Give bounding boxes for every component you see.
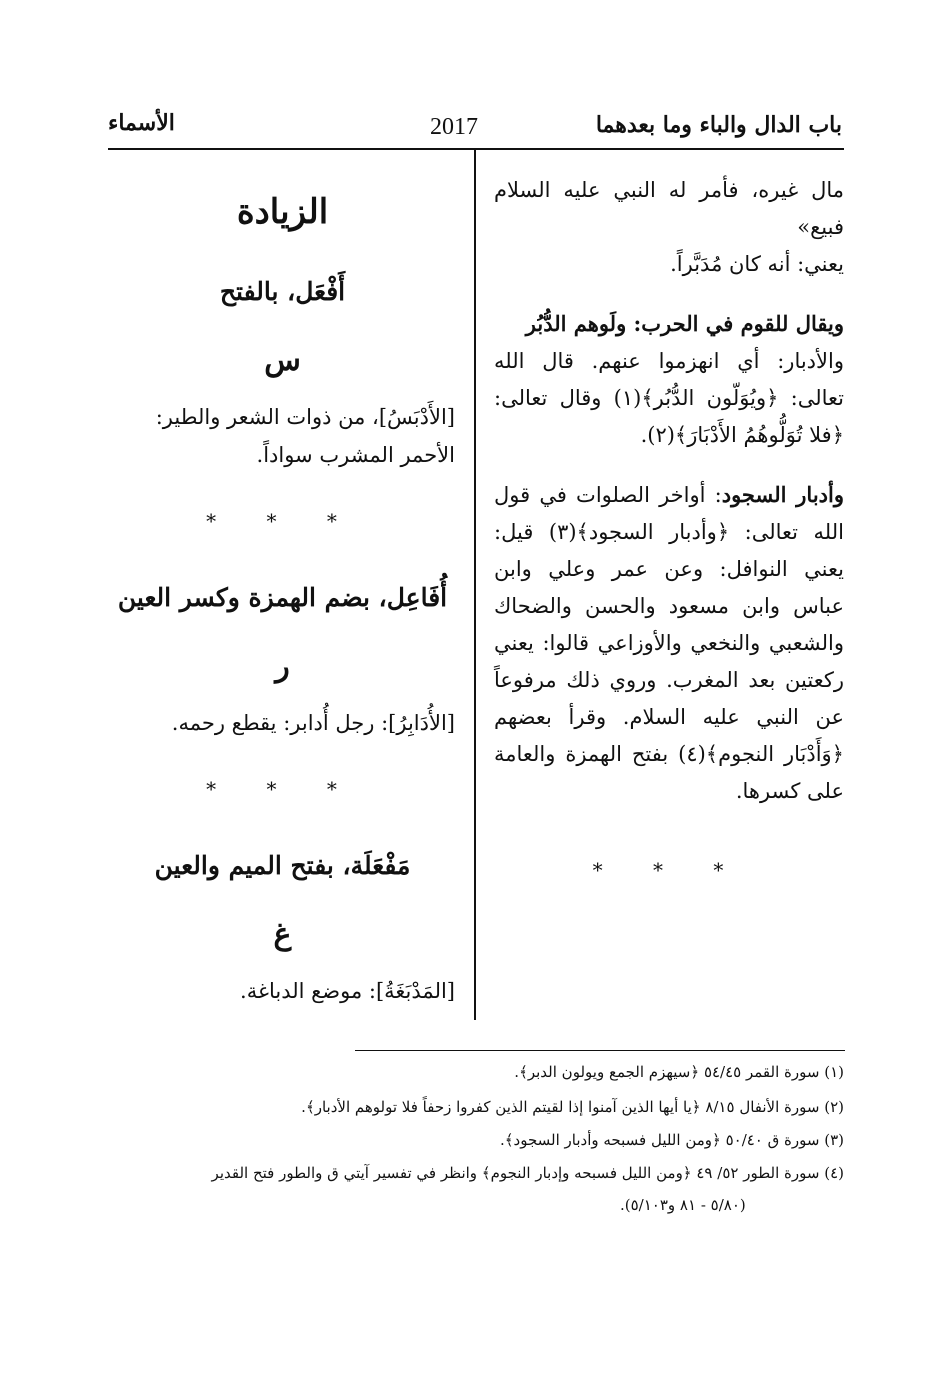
chapter-heading: باب الدال والباء وما بعدهما [595,112,842,138]
root-letter-1: س [264,343,301,378]
section-separator: * * * [592,858,746,882]
paragraph-3 [494,476,844,810]
page-number: 2017 [430,114,478,140]
paragraph-3-text: : أواخر الصلوات في قول الله تعالى: ﴿وأدبار السجود﴾(٣) قيل: يعني النوافل: وعن عمر وعلي وابن عباس وابن مسعود والحسن والضحاك والشعبي والنخعي والأوزاعي قالوا: يعني ركعتين بعد المغرب. وروي ذلك مرفوعاً عن النبي عليه السلام. وقرأ بعضهم ﴿وَأَدْبَار النجوم﴾(٤) بفتح الهمزة والعامة على كسرها. [494,483,844,803]
column-divider [474,150,476,1020]
footnote-1: (١) سورة القمر ٥٤/٤٥ ﴿سيهزم الجمع ويولون الدبر﴾. [514,1063,844,1081]
paragraph-2-text: والأدبار: أي انهزموا عنهم. قال الله تعالى: ﴿ويُوَلّون الدُّبُر﴾(١) وقال تعالى: ﴿فلا تُوَلُّوهُمُ الأَدْبَارَ﴾(٢). [494,349,844,447]
paragraph-2 [494,305,844,454]
paragraph-1-line-1: مال غيره، فأمر له النبي عليه السلام فبيع» [494,178,844,239]
right-column [494,172,844,889]
pattern-heading-1: أَفْعَل، بالفتح [219,277,346,306]
footnote-rule [355,1050,845,1051]
section-heading: الأسماء [108,110,175,136]
pattern-heading-2: أُفَاعِل، بضم الهمزة وكسر العين [117,583,448,612]
paragraph-2-lead: ويقال للقوم في الحرب: ولَوهم الدُّبُر [525,311,844,336]
root-letter-2: ر [275,649,290,684]
entry-1: [الأَدْبَسُ]، من ذوات الشعر والطير: الأحمر المشرب سواداً. [155,405,455,467]
header-rule [108,148,844,150]
entry-3: [المَدْبَغَةُ]: موضع الدباغة. [240,979,455,1003]
section-title: الزيادة [236,192,329,232]
pattern-heading-3: مَفْعَلَة، بفتح الميم والعين [154,851,411,880]
root-letter-3: غ [273,917,292,952]
separator-2: * * * [206,777,359,801]
entry-2: [الأُدَابِرُ]: رجل أُدابر: يقطع رحمه. [171,711,455,735]
footnote-4: (٤) سورة الطور ٥٢/ ٤٩ ﴿ومن الليل فسبحه وإدبار النجوم﴾ وانظر في تفسير آيتي ق والطور فتح القدير [211,1164,844,1182]
footnote-2: (٢) سورة الأنفال ٨/١٥ ﴿يا أيها الذين آمنوا إذا لقيتم الذين كفروا زحفاً فلا تولوهم الأدبار﴾. [301,1098,844,1116]
paragraph-3-lead: وأدبار السجود [721,482,844,507]
separator-1: * * * [206,509,359,533]
footnote-3: (٣) سورة ق ٥٠/٤٠ ﴿ومن الليل فسبحه وأدبار السجود﴾. [499,1131,844,1149]
footnote-4-continuation: (٥/٨٠ - ٨١ و٥/١٠٣). [620,1196,746,1214]
paragraph-1-line-2: يعني: أنه كان مُدَبَّراً. [670,252,844,276]
left-column [110,188,455,1010]
